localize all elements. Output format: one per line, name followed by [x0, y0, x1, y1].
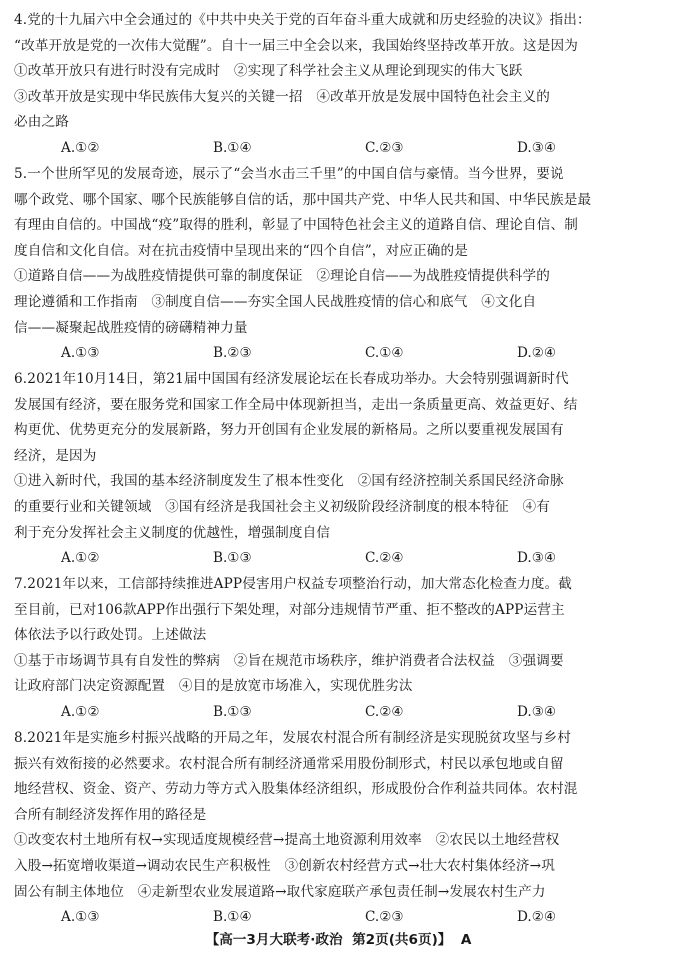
question-text-line: ①道路自信——为战胜疫情提供可靠的制度保证 ②理论自信——为战胜疫情提供科学的 — [14, 268, 551, 285]
option-b[interactable]: B.①③ — [213, 703, 252, 720]
question-text-line: 入股→拓宽增收渠道→调动农民生产积极性 ③创新农村经营方式→壮大农村集体经济→巩 — [14, 857, 555, 874]
question-text-line: 发展国有经济，要在服务党和国家工作全局中体现新担当，走出一条质量更高、效益更好、结 — [14, 396, 578, 413]
question-text-line: 7.2021年以来，工信部持续推进APP侵害用户权益专项整治行动，加大常态化检查力度。截 — [14, 576, 573, 592]
question-text-line: 振兴有效衔接的必然要求。农村混合所有制经济通常采用股份制形式，村民以承包地或自留 — [14, 755, 564, 772]
question-text-line: 固公有制主体地位 ④走新型农业发展道路→取代家庭联产承包责任制→发展农村生产力 — [14, 883, 546, 900]
question-6 — [14, 367, 666, 572]
answer-options — [14, 136, 666, 162]
question-text-line: 有理由自信的。中国战“疫”取得的胜利，彰显了中国特色社会主义的道路自信、理论自信、制 — [14, 217, 578, 234]
option-d[interactable]: D.③④ — [517, 703, 557, 720]
question-5 — [14, 162, 666, 367]
option-d[interactable]: D.②④ — [517, 909, 557, 926]
question-text-line: “改革开放是党的一次伟大觉醒”。自十一届三中全会以来，我国始终坚持改革开放。这是因为 — [14, 37, 578, 54]
option-b[interactable]: B.②③ — [213, 345, 252, 362]
option-d[interactable]: D.③④ — [517, 550, 557, 567]
question-text-line: 必由之路 — [14, 114, 69, 131]
question-8 — [14, 726, 666, 931]
answer-options — [14, 700, 666, 726]
question-text-line: ①基于市场调节具有自发性的弊病 ②旨在规范市场秩序，维护消费者合法权益 ③强调要 — [14, 652, 564, 669]
question-text-line: 合所有制经济发挥作用的路径是 — [14, 806, 207, 823]
question-text-line: 6.2021年10月14日，第21届中国国有经济发展论坛在长春成功举办。大会特别强调新时代 — [14, 371, 569, 387]
footer-page-number: 第2页(共6页)】 — [352, 932, 452, 948]
question-text-line: ①改革开放只有进行时没有完成时 ②实现了科学社会主义从理论到现实的伟大飞跃 — [14, 63, 523, 80]
question-text-line: 体依法予以行政处罚。上述做法 — [14, 627, 207, 644]
question-text-line: 信——凝聚起战胜疫情的磅礴精神力量 — [14, 319, 248, 336]
question-text-line: 5.一个世所罕见的发展奇迹，展示了“会当水击三千里”的中国自信与豪情。当今世界，要说 — [14, 166, 564, 182]
option-a[interactable]: A.①③ — [61, 345, 100, 362]
question-text-line: 4.党的十九届六中全会通过的《中共中央关于党的百年奋斗重大成就和历史经验的决议》指出： — [14, 12, 591, 28]
option-c[interactable]: C.②③ — [365, 139, 404, 156]
option-a[interactable]: A.①② — [61, 550, 100, 567]
option-d[interactable]: D.③④ — [517, 139, 557, 156]
option-c[interactable]: C.②④ — [365, 703, 404, 720]
answer-options — [14, 341, 666, 367]
question-text-line: ③改革开放是实现中华民族伟大复兴的关键一招 ④改革开放是发展中国特色社会主义的 — [14, 88, 551, 105]
option-c[interactable]: C.②③ — [365, 909, 404, 926]
question-7 — [14, 572, 666, 726]
option-a[interactable]: A.①③ — [61, 909, 100, 926]
answer-options — [14, 905, 666, 931]
question-text-line: ①进入新时代，我国的基本经济制度发生了根本性变化 ②国有经济控制关系国民经济命脉 — [14, 473, 564, 490]
question-text-line: 的重要行业和关键领域 ③国有经济是我国社会主义初级阶段经济制度的根本特征 ④有 — [14, 498, 551, 515]
option-c[interactable]: C.②④ — [365, 550, 404, 567]
question-text-line: 度自信和文化自信。对在抗击疫情中呈现出来的“四个自信”，对应正确的是 — [14, 242, 468, 259]
option-a[interactable]: A.①② — [61, 703, 100, 720]
option-a[interactable]: A.①② — [61, 139, 100, 156]
question-text-line: ①改变农村土地所有权→实现适度规模经营→提高土地资源利用效率 ②农民以土地经营权 — [14, 832, 560, 849]
footer-version: A — [460, 932, 472, 948]
option-b[interactable]: B.①④ — [213, 909, 252, 926]
question-4 — [14, 8, 666, 162]
option-b[interactable]: B.①③ — [213, 550, 252, 567]
question-text-line: 地经营权、资金、资产、劳动力等方式入股集体经济组织，形成股份合作利益共同体。农村混 — [14, 781, 578, 798]
question-text-line: 至目前，已对106款APP作出强行下架处理，对部分违规情节严重、拒不整改的APP运营主 — [14, 601, 565, 618]
question-text-line: 8.2021年是实施乡村振兴战略的开局之年，发展农村混合所有制经济是实现脱贫攻坚与乡村 — [14, 730, 571, 746]
option-d[interactable]: D.②④ — [517, 345, 557, 362]
page-footer — [0, 930, 677, 950]
answer-options — [14, 546, 666, 572]
question-text-line: 利于充分发挥社会主义制度的优越性，增强制度自信 — [14, 524, 331, 541]
option-b[interactable]: B.①④ — [213, 139, 252, 156]
question-text-line: 哪个政党、哪个国家、哪个民族能够自信的话，那中国共产党、中华人民共和国、中华民族是最 — [14, 191, 592, 208]
question-text-line: 经济，是因为 — [14, 447, 97, 464]
question-text-line: 让政府部门决定资源配置 ④目的是放宽市场准入，实现优胜劣汰 — [14, 678, 413, 695]
question-text-line: 理论遵循和工作指南 ③制度自信——夯实全国人民战胜疫情的信心和底气 ④文化自 — [14, 293, 537, 310]
option-c[interactable]: C.①④ — [365, 345, 404, 362]
footer-exam-title: 【高一3月大联考·政治 — [205, 932, 343, 948]
question-text-line: 构更优、优势更充分的发展新路，努力开创国有企业发展的新格局。之所以要重视发展国有 — [14, 422, 564, 439]
